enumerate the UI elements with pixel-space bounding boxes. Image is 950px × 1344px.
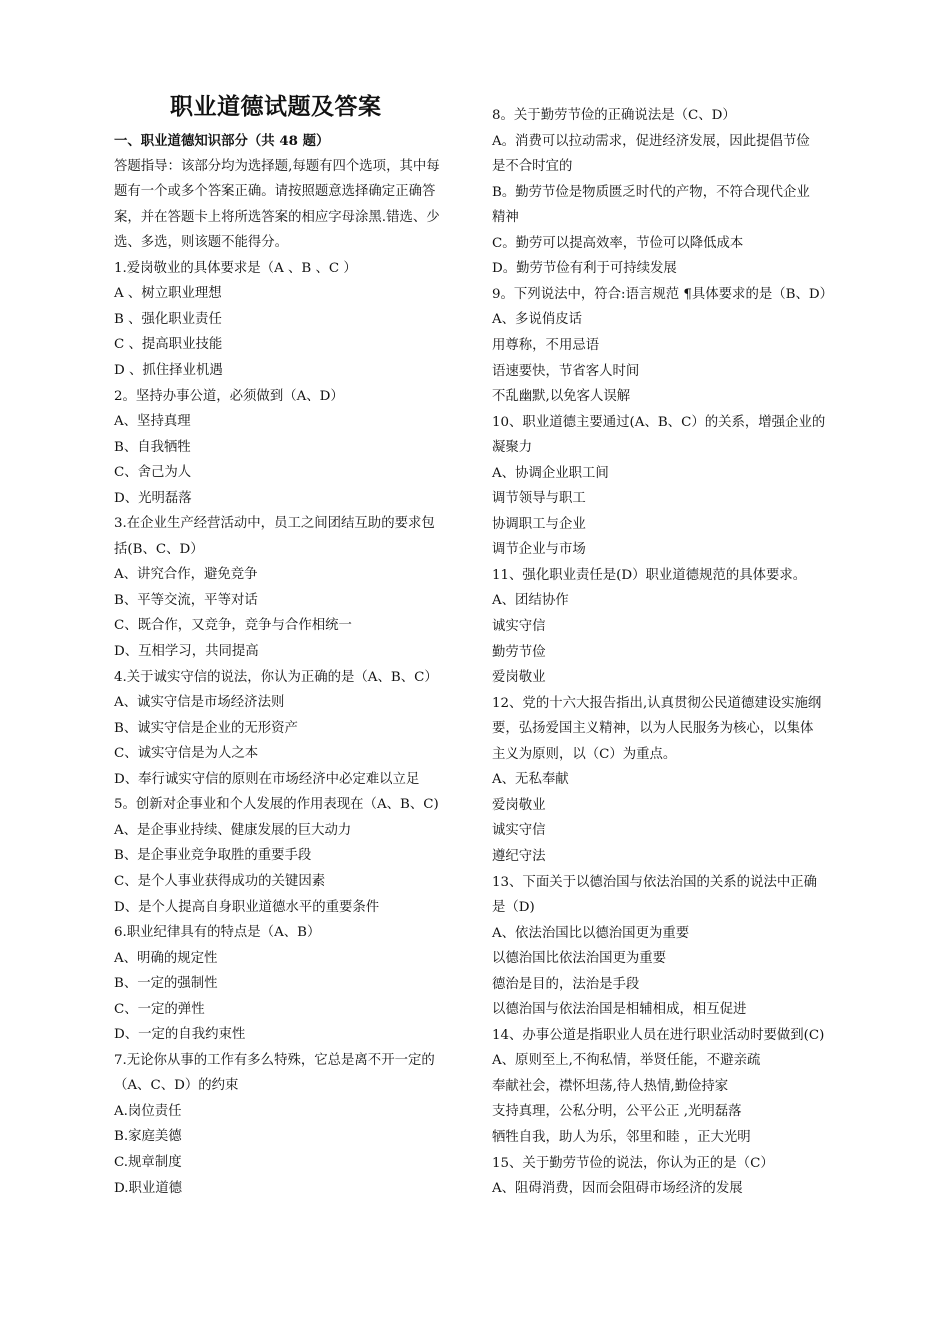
text-line: C、舍己为人: [114, 465, 192, 481]
text-line: 以德治国与依法治国是相辅相成，相互促进: [492, 1002, 747, 1018]
text-line: 遵纪守法: [492, 848, 546, 864]
text-line: D.职业道德: [114, 1180, 183, 1196]
text-line: C。勤劳可以提高效率，节俭可以降低成本: [492, 235, 744, 251]
text-line: 15、关于勤劳节俭的说法，你认为正的是（C）: [492, 1155, 774, 1171]
text-line: A、协调企业职工间: [492, 465, 609, 481]
text-line: 案，并在答题卡上将所选答案的相应字母涂黑.错选、少: [114, 209, 440, 225]
text-line: B。勤劳节俭是物质匮乏时代的产物，不符合现代企业: [492, 184, 810, 200]
text-line: 7.无论你从事的工作有多么特殊，它总是离不开一定的: [114, 1052, 435, 1068]
text-line: 选、多选，则该题不能得分。: [114, 235, 289, 251]
text-line: B.家庭美德: [114, 1129, 182, 1145]
text-line: B 、强化职业责任: [114, 311, 222, 327]
text-line: 要，弘扬爱国主义精神，以为人民服务为核心，以集体: [492, 721, 814, 737]
text-line: A、依法治国比以德治国更为重要: [492, 925, 690, 941]
text-line: A、无私奉献: [492, 772, 569, 788]
text-line: D、光明磊落: [114, 490, 192, 506]
text-line: 爱岗敬业: [492, 670, 546, 686]
text-line: 调节领导与职工: [492, 491, 586, 507]
text-line: 精神: [492, 210, 519, 226]
text-line: A、讲究合作，避免竞争: [114, 567, 258, 583]
text-line: 4.关于诚实守信的说法，你认为正确的是（A、B、C）: [114, 669, 438, 685]
text-line: C、一定的弹性: [114, 1001, 205, 1017]
text-line: （A、C、D）的约束: [114, 1078, 239, 1094]
text-line: B、自我牺牲: [114, 439, 191, 455]
text-line: A、诚实守信是市场经济法则: [114, 695, 285, 711]
text-line: D、一定的自我约束性: [114, 1027, 246, 1043]
text-line: A、明确的规定性: [114, 950, 218, 966]
text-line: 以德治国比依法治国更为重要: [492, 951, 667, 967]
text-line: A、阻碍消费，因而会阻碍市场经济的发展: [492, 1181, 743, 1197]
text-line: B、平等交流，平等对话: [114, 592, 258, 608]
section-heading: 一、职业道德知识部分（共 48 题）: [114, 133, 330, 149]
text-line: 题有一个或多个答案正确。请按照题意选择确定正确答: [114, 184, 436, 200]
text-line: 勤劳节俭: [492, 644, 546, 660]
text-line: 答题指导：该部分均为选择题,每题有四个选项，其中每: [114, 158, 440, 174]
text-line: B、诚实守信是企业的无形资产: [114, 720, 298, 736]
text-line: 5。创新对企事业和个人发展的作用表现在（A、B、C): [114, 797, 439, 813]
text-line: C、是个人事业获得成功的关键因素: [114, 873, 326, 889]
text-line: 诚实守信: [492, 823, 546, 839]
text-line: D。勤劳节俭有利于可持续发展: [492, 261, 677, 277]
text-line: A、团结协作: [492, 593, 569, 609]
text-line: 支持真理，公私分明，公平公正 ,光明磊落: [492, 1104, 742, 1120]
text-line: 牺牲自我，助人为乐，邻里和睦 ，正大光明: [492, 1130, 751, 1145]
text-line: C、诚实守信是为人之本: [114, 746, 259, 762]
text-line: B、是企事业竞争取胜的重要手段: [114, 848, 312, 864]
text-line: 凝聚力: [492, 440, 533, 456]
text-line: A、坚持真理: [114, 414, 191, 430]
text-line: A 、树立职业理想: [114, 286, 222, 302]
text-line: A、多说俏皮话: [492, 312, 583, 328]
text-line: 调节企业与市场: [492, 542, 586, 558]
text-line: 1.爱岗敬业的具体要求是（A 、B 、C ）: [114, 260, 357, 276]
text-line: 协调职工与企业: [492, 516, 586, 532]
text-line: 9。下列说法中，符合:语言规范 ¶具体要求的是（B、D）: [492, 286, 833, 302]
text-line: 3.在企业生产经营活动中，员工之间团结互助的要求包: [114, 516, 435, 532]
text-line: C.规章制度: [114, 1155, 182, 1170]
text-line: D、互相学习，共同提高: [114, 644, 259, 659]
text-line: 用尊称，不用忌语: [492, 337, 600, 353]
text-line: A、是企事业持续、健康发展的巨大动力: [114, 822, 352, 838]
text-line: 是（D): [492, 900, 535, 916]
text-line: A。消费可以拉动需求，促进经济发展，因此提倡节俭: [492, 133, 810, 149]
text-line: 是不合时宜的: [492, 159, 573, 175]
text-line: C 、提高职业技能: [114, 337, 223, 353]
text-line: 8。关于勤劳节俭的正确说法是（C、D）: [492, 108, 736, 123]
text-line: 语速要快，节省客人时间: [492, 363, 640, 379]
text-line: 诚实守信: [492, 619, 546, 634]
text-line: D、奉行诚实守信的原则在市场经济中必定难以立足: [114, 771, 420, 787]
text-line: 14、办事公道是指职业人员在进行职业活动时要做到(C): [492, 1027, 825, 1043]
text-line: 不乱幽默,以免客人误解: [492, 389, 631, 405]
document-title: 职业道德试题及答案: [170, 94, 382, 120]
text-line: C、既合作，又竞争，竞争与合作相统一: [114, 618, 352, 634]
text-line: 13、下面关于以德治国与依法治国的关系的说法中正确: [492, 874, 818, 890]
text-line: D 、抓住择业机遇: [114, 362, 223, 378]
text-line: 主义为原则，以（C）为重点。: [492, 746, 677, 762]
text-line: 10、职业道德主要通过(A、B、C）的关系，增强企业的: [492, 414, 826, 430]
text-line: 括(B、C、D）: [114, 541, 204, 557]
text-line: 奉献社会，襟怀坦荡,待人热情,勤俭持家: [492, 1078, 729, 1094]
text-line: 11、强化职业责任是(D）职业道德规范的具体要求。: [492, 567, 807, 583]
text-line: 6.职业纪律具有的特点是（A、B）: [114, 925, 321, 941]
text-line: 12、党的十六大报告指出,认真贯彻公民道德建设实施纲: [492, 695, 822, 711]
text-line: A.岗位责任: [114, 1103, 182, 1119]
text-line: D、是个人提高自身职业道德水平的重要条件: [114, 899, 380, 915]
text-line: 爱岗敬业: [492, 797, 546, 813]
text-line: B、一定的强制性: [114, 976, 218, 992]
text-line: 2。坚持办事公道，必须做到（A、D）: [114, 388, 344, 404]
text-line: A、原则至上,不徇私情，举贤任能，不避亲疏: [492, 1053, 761, 1069]
text-line: 德治是目的，法治是手段: [492, 976, 640, 992]
